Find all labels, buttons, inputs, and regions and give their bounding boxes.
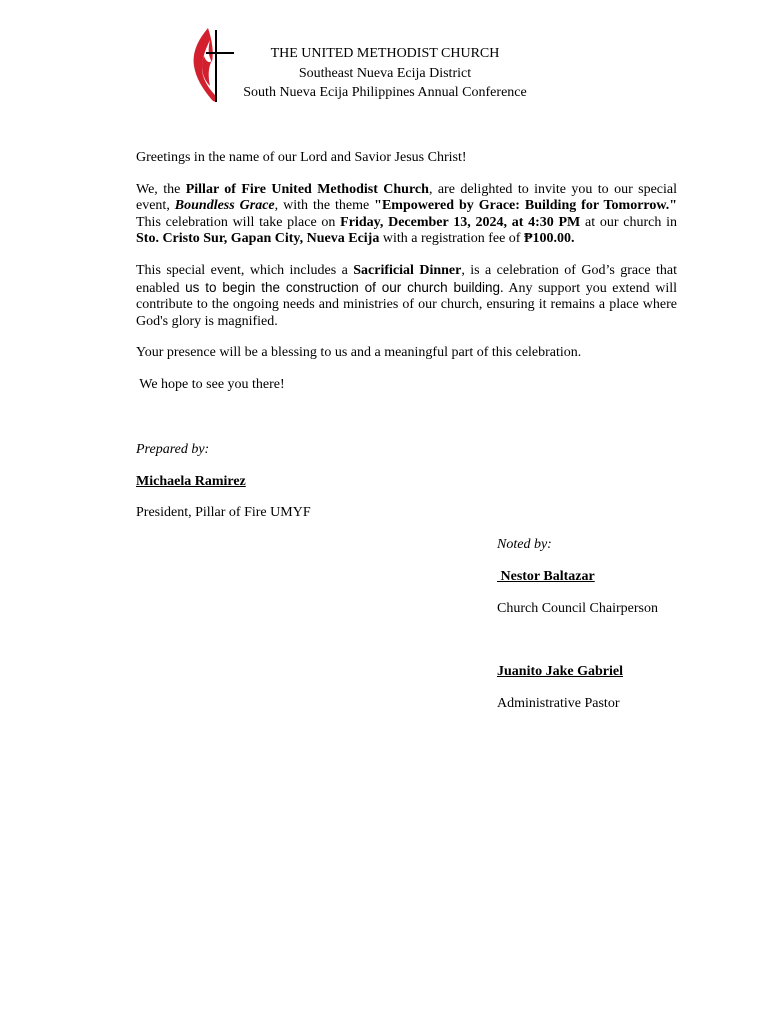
event-name: Boundless Grace bbox=[174, 198, 275, 214]
blessing-paragraph: Your presence will be a blessing to us and a meaningful part of this celebration. bbox=[136, 345, 582, 361]
text: at our church in bbox=[580, 214, 677, 230]
text: us to begin the construction of our church building bbox=[185, 279, 501, 295]
prepared-by-name: Michaela Ramirez bbox=[136, 474, 246, 489]
letter-body bbox=[136, 150, 677, 394]
sacrificial-dinner: Sacrificial Dinner bbox=[353, 262, 462, 278]
prepared-by-title: President, Pillar of Fire UMYF bbox=[136, 505, 311, 520]
event-location: Sto. Cristo Sur, Gapan City, Nueva Ecija bbox=[136, 231, 380, 247]
event-datetime: Friday, December 13, 2024, at 4:30 PM bbox=[340, 214, 581, 230]
text: We, the bbox=[136, 181, 186, 197]
text: . Any support you extend will contribute to the ongoing needs and ministries of our church, ensuring it remains a place where God's glory is magnified. bbox=[136, 280, 678, 329]
text: This special event, which includes a bbox=[136, 262, 354, 278]
pastor-title: Administrative Pastor bbox=[497, 696, 620, 711]
registration-fee: ₱100.00. bbox=[523, 231, 575, 247]
district-name: Southeast Nueva Ecija District bbox=[298, 65, 472, 81]
noted-by-label: Noted by: bbox=[497, 537, 552, 552]
prepared-by-label: Prepared by: bbox=[136, 442, 210, 457]
conference-name: South Nueva Ecija Philippines Annual Conference bbox=[243, 85, 527, 100]
noted-by-title: Church Council Chairperson bbox=[497, 601, 658, 616]
text: with a registration fee of bbox=[379, 231, 524, 247]
event-theme: "Empowered by Grace: Building for Tomorrow." bbox=[374, 198, 678, 214]
letterhead bbox=[230, 44, 540, 103]
invitation-paragraph bbox=[136, 182, 677, 248]
church-name: THE UNITED METHODIST CHURCH bbox=[270, 46, 500, 61]
text: , are delighted to invite you to our special event, bbox=[136, 181, 678, 214]
noted-by-name: Nestor Baltazar bbox=[497, 569, 595, 584]
text: This celebration will take place on bbox=[136, 214, 341, 230]
event-description-paragraph bbox=[136, 263, 677, 330]
closing-paragraph: We hope to see you there! bbox=[136, 376, 285, 392]
church-name-bold: Pillar of Fire United Methodist Church bbox=[185, 181, 429, 197]
text: , with the theme bbox=[274, 198, 375, 214]
text: , is a celebration of God’s grace that enabled bbox=[136, 262, 677, 296]
greeting: Greetings in the name of our Lord and Savior Jesus Christ! bbox=[136, 150, 467, 165]
pastor-name: Juanito Jake Gabriel bbox=[497, 664, 624, 679]
